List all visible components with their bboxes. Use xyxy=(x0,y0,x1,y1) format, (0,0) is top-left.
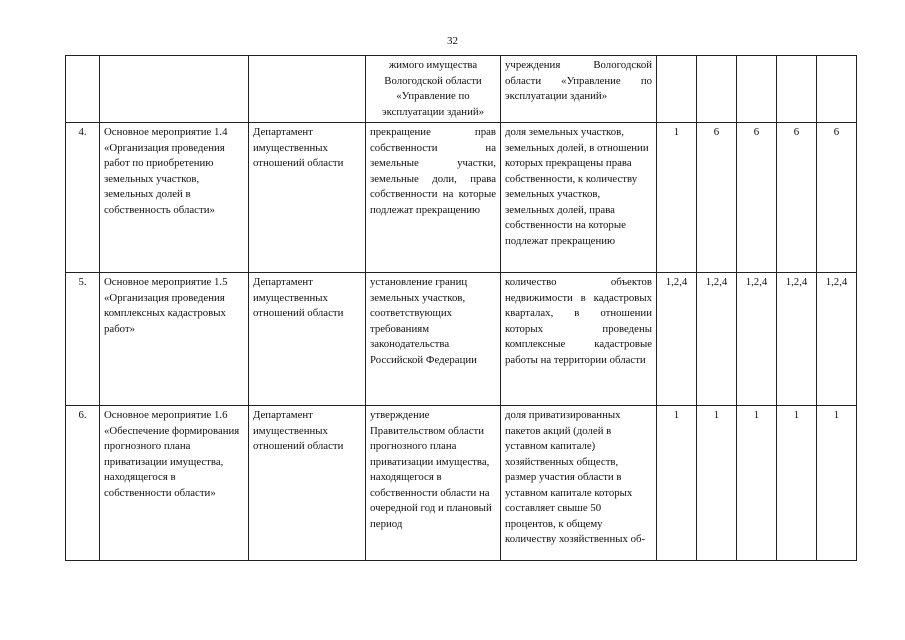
indicator-cell: учреждения Вологодской области «Управление по эксплуатации зданий» xyxy=(501,56,657,123)
value-cell: 6 xyxy=(777,123,817,273)
value-cell: 6 xyxy=(697,123,737,273)
value-cell: 1,2,4 xyxy=(817,273,857,406)
measure-name-cell: Основное мероприятие 1.6 «Обеспечение формирования прогнозного плана приватизации имущества, находящегося в собственности области» xyxy=(100,406,249,561)
result-cell: прекращение прав собственности на земельные участки, земельные доли, права собственности на которые подлежат прекращению xyxy=(366,123,501,273)
table-row xyxy=(66,406,857,561)
row-number-cell: 6. xyxy=(66,406,100,561)
row-number-cell: 5. xyxy=(66,273,100,406)
result-cell: установление границ земельных участков, соответствующих требованиям законодательства Российской Федерации xyxy=(366,273,501,406)
value-cell: 1 xyxy=(657,123,697,273)
table-row xyxy=(66,123,857,273)
value-cell: 1 xyxy=(697,406,737,561)
value-cell xyxy=(817,56,857,123)
value-cell: 1,2,4 xyxy=(697,273,737,406)
result-cell: утверждение Правительством области прогнозного плана приватизации имущества, находящегося в собственности области на очередной год и плановый период xyxy=(366,406,501,561)
value-cell: 1,2,4 xyxy=(737,273,777,406)
value-cell xyxy=(737,56,777,123)
value-cell xyxy=(697,56,737,123)
indicator-cell: доля земельных участков, земельных долей, в отношении которых прекращены права собственности, к количеству земельных участков, земельных долей, права собственности на которые подлежат прекращению xyxy=(501,123,657,273)
value-cell: 6 xyxy=(737,123,777,273)
measure-name-cell: Основное мероприятие 1.4 «Организация проведения работ по приобретению земельных участков, земельных долей в собственность области» xyxy=(100,123,249,273)
indicator-cell: доля приватизированных пакетов акций (долей в уставном капитале) хозяйственных обществ, размер участия области в уставном капитале которых составляет свыше 50 процентов, к общему количеству хозяйственных об- xyxy=(501,406,657,561)
table-row xyxy=(66,56,857,123)
page-number: 32 xyxy=(447,35,458,47)
value-cell: 1 xyxy=(817,406,857,561)
value-cell: 1 xyxy=(657,406,697,561)
value-cell: 1 xyxy=(737,406,777,561)
row-number-cell: 4. xyxy=(66,123,100,273)
value-cell: 1,2,4 xyxy=(657,273,697,406)
table-row xyxy=(66,273,857,406)
measure-name-cell xyxy=(100,56,249,123)
executor-cell xyxy=(249,56,366,123)
value-cell xyxy=(657,56,697,123)
value-cell: 6 xyxy=(817,123,857,273)
indicator-cell: количество объектов недвижимости в кадастровых кварталах, в отношении которых проведены комплексные кадастровые работы на территории области xyxy=(501,273,657,406)
measures-table xyxy=(65,55,857,561)
result-cell: жимого имущества Вологодской области «Управление по эксплуатации зданий» xyxy=(366,56,501,123)
executor-cell: Департамент имущественных отношений области xyxy=(249,406,366,561)
value-cell xyxy=(777,56,817,123)
row-number-cell xyxy=(66,56,100,123)
value-cell: 1 xyxy=(777,406,817,561)
executor-cell: Департамент имущественных отношений области xyxy=(249,123,366,273)
executor-cell: Департамент имущественных отношений области xyxy=(249,273,366,406)
measure-name-cell: Основное мероприятие 1.5 «Организация проведения комплексных кадастровых работ» xyxy=(100,273,249,406)
value-cell: 1,2,4 xyxy=(777,273,817,406)
